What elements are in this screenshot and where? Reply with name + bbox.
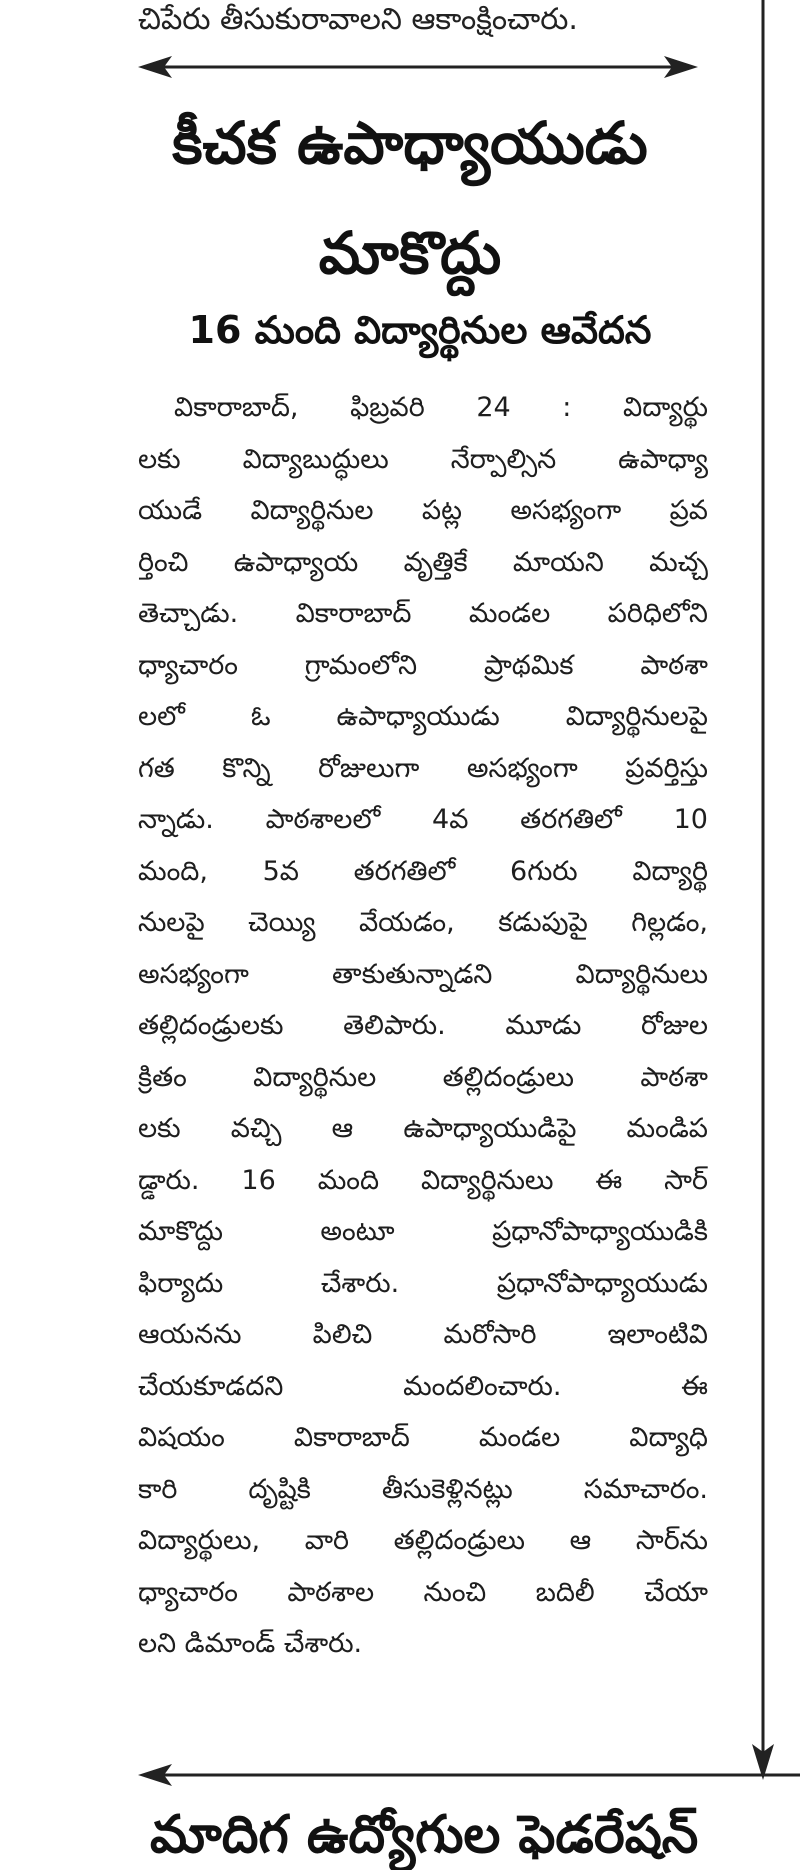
body-line: గత కొన్ని రోజులుగా అసభ్యంగా ప్రవర్తిస్తు (138, 752, 708, 784)
headline-line-2: మాకొద్దు (318, 219, 502, 287)
body-line: న్నాడు. పాఠశాలలో 4వ తరగతిలో 10 (138, 804, 708, 835)
body-line: లకు వచ్చి ఆ ఉపాధ్యాయుడిపై మండిప (138, 1113, 708, 1144)
body-line: విషయం వికారాబాద్ మండల విద్యాధి (138, 1422, 708, 1453)
previous-article-tail: చిపేరు తీసుకురావాలని ఆకాంక్షించారు. (138, 2, 578, 37)
body-line: నులపై చెయ్యి వేయడం, కడుపుపై గిల్లడం, (138, 907, 708, 938)
body-line: కారి దృష్టికి తీసుకెళ్లినట్లు సమాచారం. (138, 1473, 708, 1505)
body-line: వికారాబాద్, ఫిబ్రవరి 24 : విద్యార్థు (174, 392, 708, 423)
body-line: చేయకూడదని మందలించారు. ఈ (138, 1370, 708, 1402)
subheadline: 16 మంది విద్యార్థినుల ఆవేదన (188, 308, 652, 352)
body-line: అసభ్యంగా తాకుతున్నాడని విద్యార్థినులు (138, 958, 708, 990)
body-line: మాకొద్దు అంటూ ప్రధానోపాధ్యాయుడికి (138, 1216, 708, 1247)
body-line: విద్యార్థులు, వారి తల్లిదండ్రులు ఆ సార్‌ను (138, 1525, 708, 1556)
body-line: లలో ఓ ఉపాధ్యాయుడు విద్యార్థినులపై (138, 701, 708, 732)
body-line: ర్తించి ఉపాధ్యాయ వృత్తికే మాయని మచ్చ (138, 546, 708, 578)
body-line: ధ్యాచారం పాఠశాల నుంచి బదిలీ చేయా (138, 1576, 708, 1608)
body-line: క్రితం విద్యార్థినుల తల్లిదండ్రులు పాఠశా (138, 1061, 708, 1093)
body-line: తల్లిదండ్రులకు తెలిపారు. మూడు రోజుల (138, 1010, 708, 1041)
separator-arrow-top (138, 52, 698, 82)
body-line: ధ్యాచారం గ్రామంలోని ప్రాథమిక పాఠశా (138, 649, 708, 681)
body-line: లని డిమాండ్ చేశారు. (138, 1628, 363, 1659)
headline-line-1: కీచక ఉపాధ్యాయుడు (172, 109, 648, 177)
body-line: మంది, 5వ తరగతిలో 6గురు విద్యార్థి (138, 855, 708, 887)
body-line: తెచ్చాడు. వికారాబాద్ మండల పరిధిలోని (138, 598, 708, 629)
separator-arrow-bottom (138, 1760, 800, 1790)
body-line: లకు విద్యాబుద్ధులు నేర్పాల్సిన ఉపాధ్యా (138, 443, 708, 475)
next-article-headline: మాదిగ ఉద్యోగుల ఫెడరేషన్ (150, 1805, 699, 1865)
body-line: యుడే విద్యార్థినుల పట్ల అసభ్యంగా ప్రవ (138, 495, 708, 526)
article-body (138, 382, 708, 1670)
body-line: ఆయనను పిలిచి మరోసారి ఇలాంటివి (138, 1319, 708, 1350)
body-line: ఫిర్యాదు చేశారు. ప్రధానోపాధ్యాయుడు (138, 1267, 708, 1299)
column-rule-arrow (748, 0, 778, 1780)
body-line: డ్డారు. 16 మంది విద్యార్థినులు ఈ సార్ (138, 1164, 708, 1196)
